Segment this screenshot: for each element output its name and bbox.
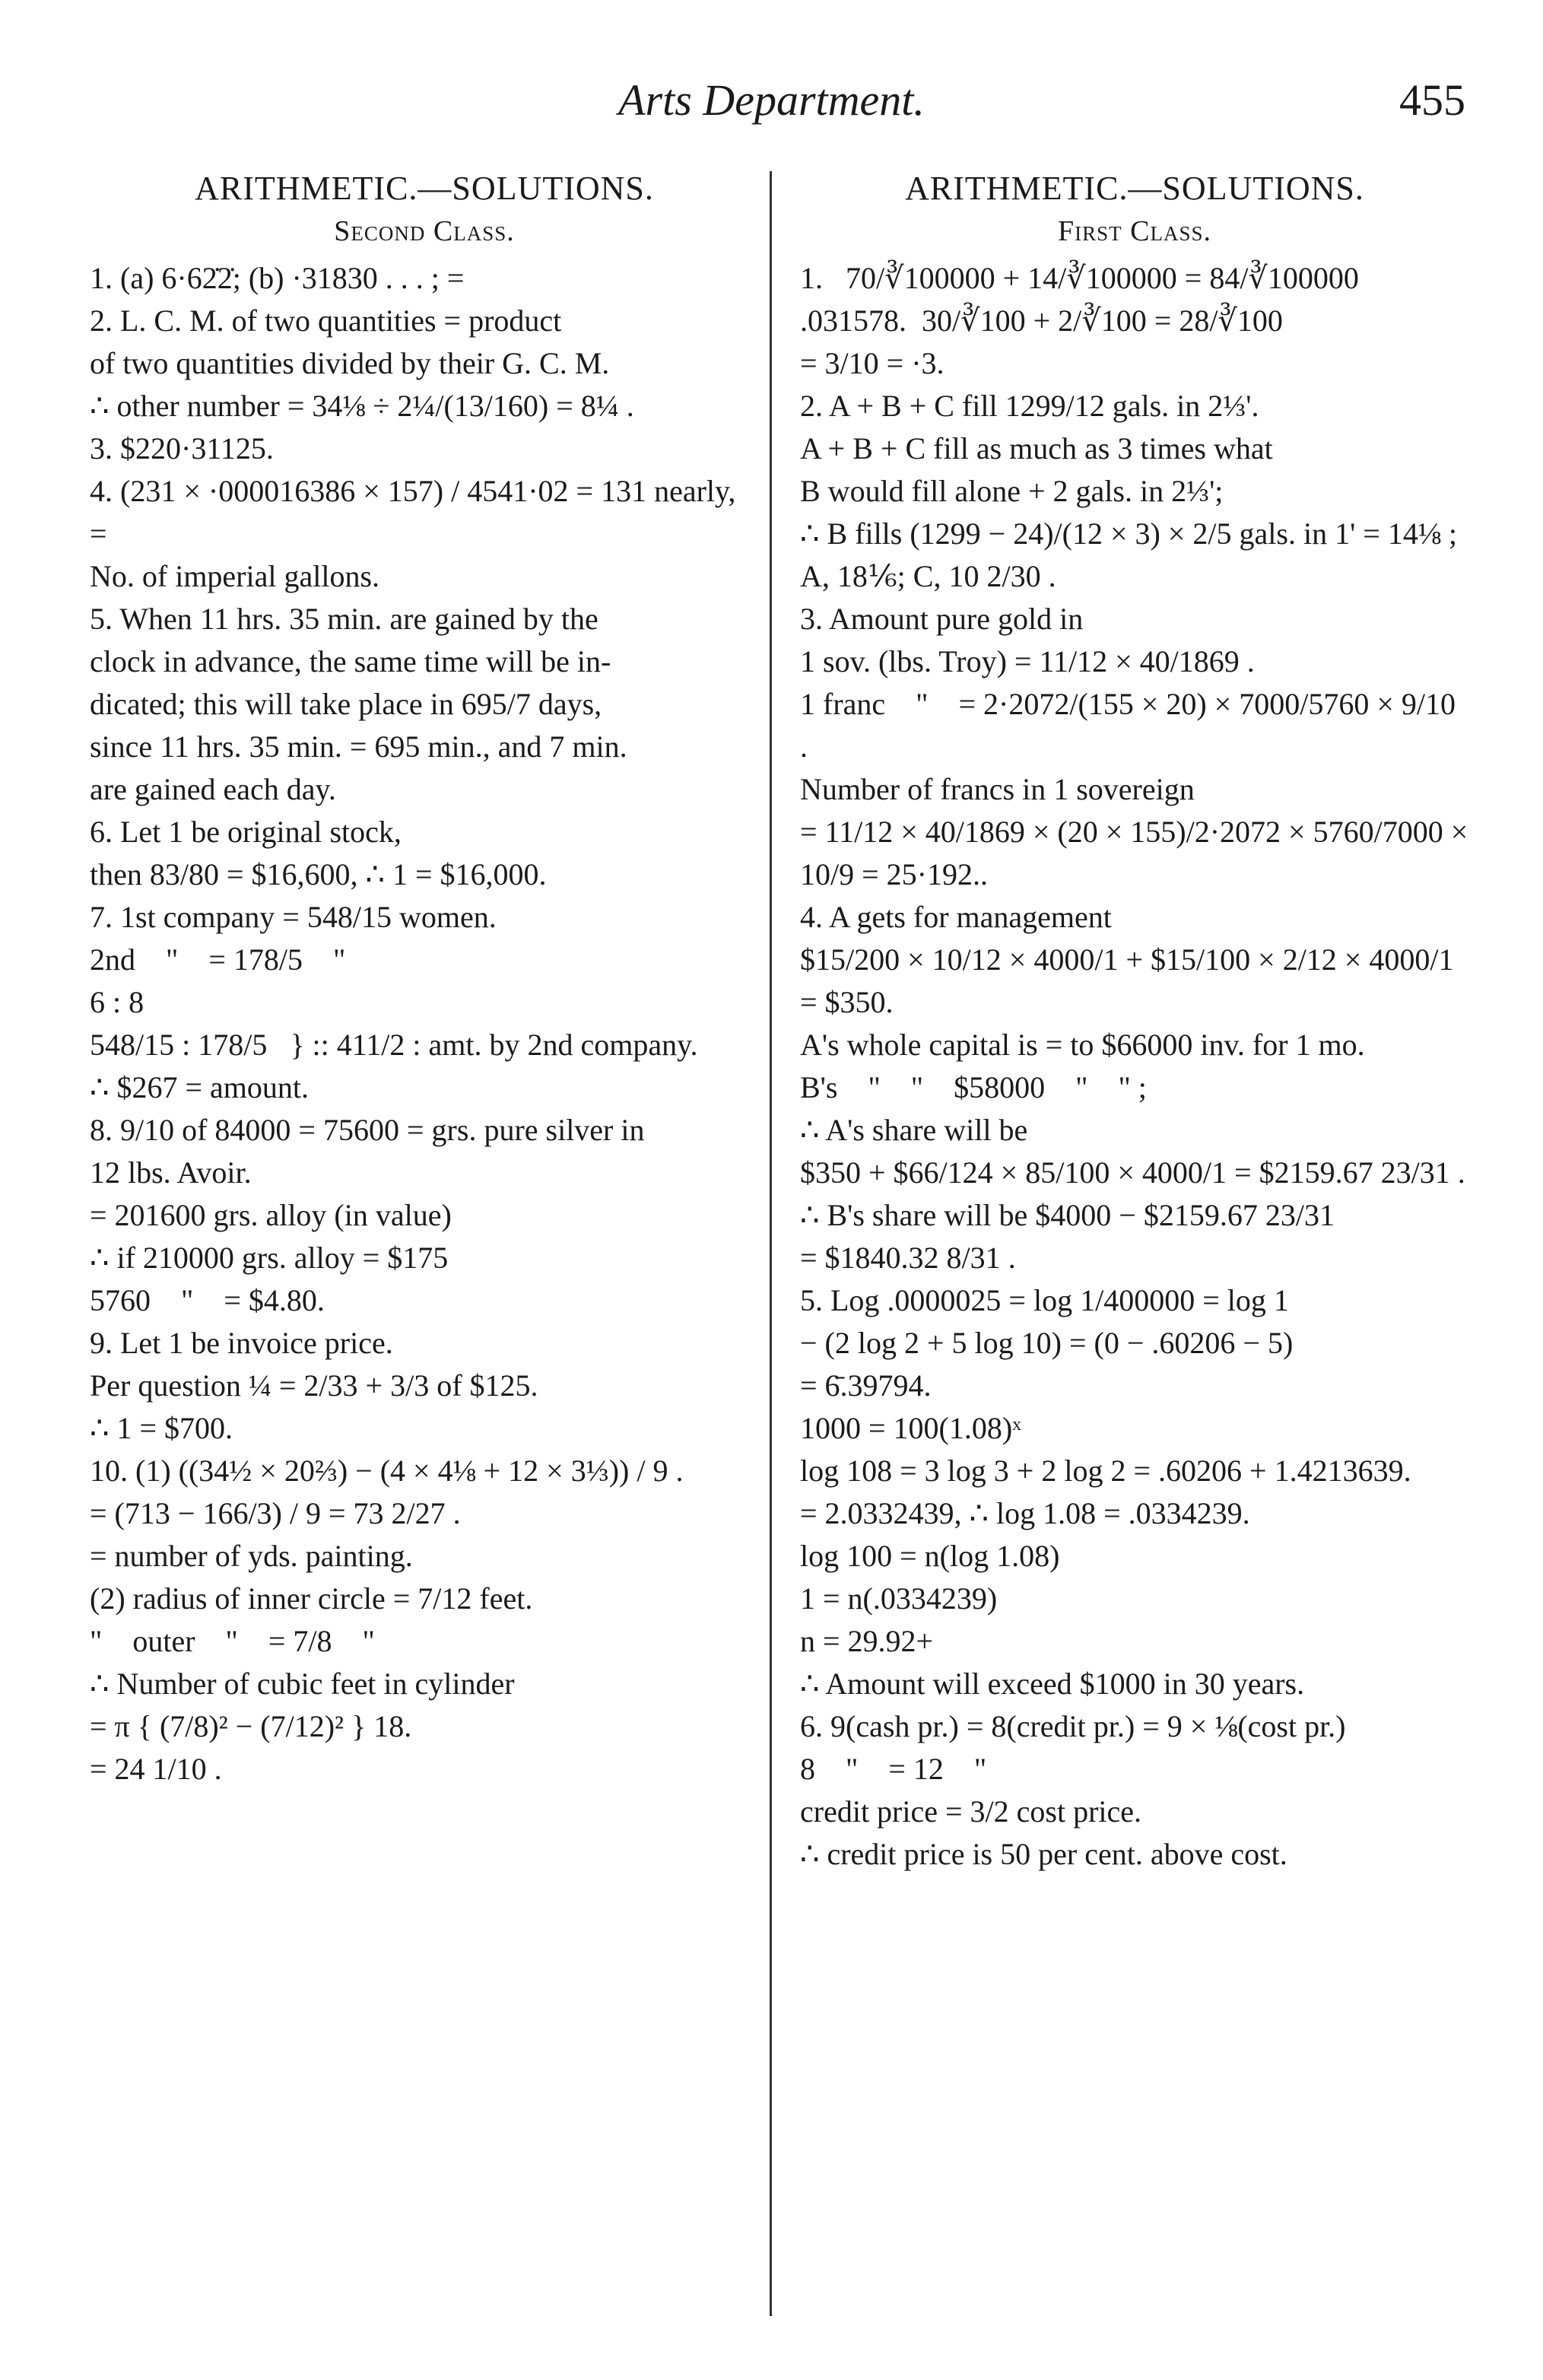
left-solution-line: 548/15 : 178/5 } :: 411/2 : amt. by 2nd company. xyxy=(90,1028,698,1062)
right-solution-line: credit price = 3/2 cost price. xyxy=(800,1794,1142,1829)
left-solution-line: are gained each day. xyxy=(90,772,336,806)
left-solution-line: ∴ 1 = $700. xyxy=(90,1411,233,1445)
left-solution-line: = 201600 grs. alloy (in value) xyxy=(90,1198,452,1232)
right-solution-line: 3. Amount pure gold in xyxy=(800,602,1084,636)
right-solution-line: 1. 70/∛100000 + 14/∛100000 = 84/∛100000 xyxy=(800,261,1359,295)
right-solution-line: log 108 = 3 log 3 + 2 log 2 = .60206 + 1.4213639. xyxy=(800,1454,1411,1488)
left-solution-line: Per question ¼ = 2/33 + 3/3 of $125. xyxy=(90,1368,538,1403)
left-solution-line: ∴ other number = 34⅛ ÷ 2¼/(13/160) = 8¼ . xyxy=(90,389,634,423)
left-solution-line: 1. (a) 6·62̇2̇; (b) ·31830 . . . ; = xyxy=(90,261,465,295)
left-lines xyxy=(90,257,759,1791)
right-solution-line: ∴ B fills (1299 − 24)/(12 × 3) × 2/5 gals. in 1' = 14⅛ ; xyxy=(800,516,1457,551)
left-solution-line: 6. Let 1 be original stock, xyxy=(90,815,402,849)
left-solution-line: 2. L. C. M. of two quantities = product xyxy=(90,303,562,338)
left-solution-line: then 83/80 = $16,600, ∴ 1 = $16,000. xyxy=(90,857,547,891)
right-solution-line: = 11/12 × 40/1869 × (20 × 155)/2·2072 × 5760/7000 × 10/9 = 25·192.. xyxy=(800,815,1476,891)
right-solution-line: 5. Log .0000025 = log 1/400000 = log 1 xyxy=(800,1283,1289,1317)
page-header-title: Arts Department. xyxy=(618,75,925,125)
right-solution-line: B would fill alone + 2 gals. in 2⅓'; xyxy=(800,474,1224,508)
left-solution-line: 6 : 8 xyxy=(90,985,144,1019)
right-solution-line: = 2.0332439, ∴ log 1.08 = .0334239. xyxy=(800,1496,1250,1530)
column-divider xyxy=(770,171,772,2316)
left-solution-line: 9. Let 1 be invoice price. xyxy=(90,1326,393,1360)
right-solution-line: ∴ Amount will exceed $1000 in 30 years. xyxy=(800,1667,1305,1701)
left-solution-line: 2nd " = 178/5 " xyxy=(90,942,346,977)
right-solution-line: = $1840.32 8/31 . xyxy=(800,1241,1016,1275)
right-solution-line: 1 sov. (lbs. Troy) = 11/12 × 40/1869 . xyxy=(800,644,1255,678)
right-column xyxy=(800,167,1476,1876)
left-solution-line: 5. When 11 hrs. 35 min. are gained by the xyxy=(90,602,598,636)
right-solution-line: ∴ A's share will be xyxy=(800,1113,1028,1147)
right-solution-line: − (2 log 2 + 5 log 10) = (0 − .60206 − 5) xyxy=(800,1326,1294,1360)
right-solution-line: n = 29.92+ xyxy=(800,1624,934,1658)
right-solution-line: A's whole capital is = to $66000 inv. for 1 mo. xyxy=(800,1028,1365,1062)
right-lines xyxy=(800,257,1476,1876)
right-solution-line: 8 " = 12 " xyxy=(800,1752,987,1786)
right-heading: ARITHMETIC.—SOLUTIONS. xyxy=(905,170,1364,207)
right-solution-line: 1 franc " = 2·2072/(155 × 20) × 7000/5760 × 9/10 . xyxy=(800,687,1464,764)
left-solution-line: 8. 9/10 of 84000 = 75600 = grs. pure silver in xyxy=(90,1113,645,1147)
left-heading: ARITHMETIC.—SOLUTIONS. xyxy=(195,170,654,207)
right-subheading: First Class. xyxy=(1057,215,1211,247)
right-solution-line: ∴ credit price is 50 per cent. above cost. xyxy=(800,1837,1287,1871)
right-solution-line: B's " " $58000 " " ; xyxy=(800,1070,1147,1104)
left-solution-line: (2) radius of inner circle = 7/12 feet. xyxy=(90,1581,533,1616)
right-solution-line: log 100 = n(log 1.08) xyxy=(800,1539,1060,1573)
right-solution-line: $15/200 × 10/12 × 4000/1 + $15/100 × 2/12 × 4000/1 = $350. xyxy=(800,942,1462,1019)
right-solution-line: = 3/10 = ·3. xyxy=(800,346,945,380)
right-solution-line: = 6̄.39794. xyxy=(800,1368,932,1403)
left-solution-line: 10. (1) ((34½ × 20⅔) − (4 × 4⅛ + 12 × 3⅓)) / 9 . xyxy=(90,1454,684,1488)
right-solution-line: 1000 = 100(1.08)ˣ xyxy=(800,1411,1021,1445)
left-solution-line: = number of yds. painting. xyxy=(90,1539,413,1573)
left-column xyxy=(90,167,759,1791)
left-solution-line: = (713 − 166/3) / 9 = 73 2/27 . xyxy=(90,1496,461,1530)
left-solution-line: since 11 hrs. 35 min. = 695 min., and 7 min. xyxy=(90,729,627,764)
left-solution-line: ∴ if 210000 grs. alloy = $175 xyxy=(90,1241,449,1275)
left-solution-line: 4. (231 × ·000016386 × 157) / 4541·02 = 131 nearly, = xyxy=(90,474,744,551)
left-solution-line: 5760 " = $4.80. xyxy=(90,1283,325,1317)
right-solution-line: $350 + $66/124 × 85/100 × 4000/1 = $2159.67 23/31 . xyxy=(800,1155,1465,1190)
right-solution-line: A, 18⅙; C, 10 2/30 . xyxy=(800,559,1056,593)
right-solution-line: Number of francs in 1 sovereign xyxy=(800,772,1195,806)
left-solution-line: No. of imperial gallons. xyxy=(90,559,380,593)
left-solution-line: ∴ Number of cubic feet in cylinder xyxy=(90,1667,515,1701)
left-solution-line: dicated; this will take place in 695/7 days, xyxy=(90,687,602,721)
right-solution-line: A + B + C fill as much as 3 times what xyxy=(800,431,1273,466)
left-solution-line: of two quantities divided by their G. C. M. xyxy=(90,346,610,380)
left-solution-line: = 24 1/10 . xyxy=(90,1752,222,1786)
left-solution-line: 3. $220·31125. xyxy=(90,431,274,466)
right-solution-line: 1 = n(.0334239) xyxy=(800,1581,998,1616)
page-number: 455 xyxy=(1399,75,1465,125)
left-solution-line: = π { (7/8)² − (7/12)² } 18. xyxy=(90,1709,412,1743)
left-solution-line: " outer " = 7/8 " xyxy=(90,1624,375,1658)
right-solution-line: 2. A + B + C fill 1299/12 gals. in 2⅓'. xyxy=(800,389,1259,423)
right-solution-line: 4. A gets for management xyxy=(800,900,1112,934)
right-solution-line: ∴ B's share will be $4000 − $2159.67 23/31 xyxy=(800,1198,1335,1232)
left-solution-line: 7. 1st company = 548/15 women. xyxy=(90,900,497,934)
left-solution-line: ∴ $267 = amount. xyxy=(90,1070,309,1104)
right-solution-line: .031578. 30/∛100 + 2/∛100 = 28/∛100 xyxy=(800,303,1283,338)
left-subheading: Second Class. xyxy=(334,215,515,247)
left-solution-line: clock in advance, the same time will be in- xyxy=(90,644,611,678)
right-solution-line: 6. 9(cash pr.) = 8(credit pr.) = 9 × ⅛(cost pr.) xyxy=(800,1709,1346,1743)
left-solution-line: 12 lbs. Avoir. xyxy=(90,1155,252,1190)
